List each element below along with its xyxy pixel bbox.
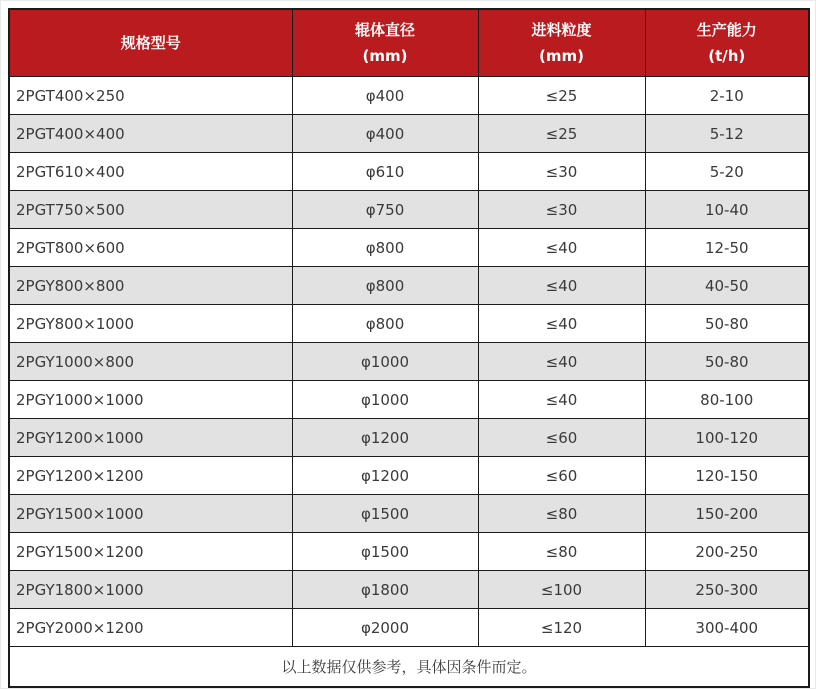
cell-capacity: 150-200 <box>645 495 809 533</box>
column-header-label: 规格型号 <box>120 34 181 52</box>
cell-feed-size: ≤40 <box>478 229 645 267</box>
cell-roller-diameter: φ400 <box>292 77 478 115</box>
cell-feed-size: ≤60 <box>478 419 645 457</box>
column-header-capacity <box>645 9 809 77</box>
cell-feed-size: ≤40 <box>478 267 645 305</box>
cell-feed-size: ≤40 <box>478 305 645 343</box>
table-row <box>9 343 809 381</box>
cell-roller-diameter: φ1200 <box>292 457 478 495</box>
cell-model: 2PGY800×1000 <box>9 305 292 343</box>
column-header-feed-size <box>478 9 645 77</box>
cell-capacity: 200-250 <box>645 533 809 571</box>
cell-capacity: 300-400 <box>645 609 809 647</box>
column-header-roller-diameter <box>292 9 478 77</box>
cell-feed-size: ≤80 <box>478 495 645 533</box>
cell-model: 2PGT800×600 <box>9 229 292 267</box>
column-header-label: 进料粒度 <box>531 21 592 39</box>
cell-model: 2PGY1200×1200 <box>9 457 292 495</box>
cell-feed-size: ≤120 <box>478 609 645 647</box>
cell-model: 2PGT750×500 <box>9 191 292 229</box>
footnote-text: 以上数据仅供参考，具体因条件而定。 <box>9 647 809 688</box>
cell-capacity: 100-120 <box>645 419 809 457</box>
table-row <box>9 191 809 229</box>
cell-feed-size: ≤25 <box>478 77 645 115</box>
cell-roller-diameter: φ800 <box>292 267 478 305</box>
cell-roller-diameter: φ1500 <box>292 533 478 571</box>
cell-capacity: 10-40 <box>645 191 809 229</box>
table-row <box>9 267 809 305</box>
cell-capacity: 50-80 <box>645 343 809 381</box>
column-header-unit: (t/h) <box>708 47 746 65</box>
column-header-label: 辊体直径 <box>354 21 415 39</box>
cell-roller-diameter: φ400 <box>292 115 478 153</box>
cell-capacity: 50-80 <box>645 305 809 343</box>
table-row <box>9 153 809 191</box>
table-body <box>9 77 809 647</box>
cell-feed-size: ≤25 <box>478 115 645 153</box>
cell-capacity: 40-50 <box>645 267 809 305</box>
cell-roller-diameter: φ800 <box>292 229 478 267</box>
cell-model: 2PGY1800×1000 <box>9 571 292 609</box>
table-row <box>9 305 809 343</box>
spec-table <box>8 8 810 688</box>
cell-capacity: 120-150 <box>645 457 809 495</box>
cell-feed-size: ≤30 <box>478 153 645 191</box>
cell-model: 2PGY1500×1000 <box>9 495 292 533</box>
cell-roller-diameter: φ1000 <box>292 343 478 381</box>
table-header <box>9 9 809 77</box>
cell-feed-size: ≤40 <box>478 381 645 419</box>
cell-roller-diameter: φ1800 <box>292 571 478 609</box>
cell-feed-size: ≤100 <box>478 571 645 609</box>
cell-roller-diameter: φ750 <box>292 191 478 229</box>
cell-roller-diameter: φ610 <box>292 153 478 191</box>
cell-feed-size: ≤30 <box>478 191 645 229</box>
cell-model: 2PGT400×250 <box>9 77 292 115</box>
column-header-model <box>9 9 292 77</box>
cell-capacity: 250-300 <box>645 571 809 609</box>
table-row <box>9 229 809 267</box>
cell-model: 2PGT400×400 <box>9 115 292 153</box>
cell-model: 2PGY2000×1200 <box>9 609 292 647</box>
cell-feed-size: ≤40 <box>478 343 645 381</box>
cell-capacity: 80-100 <box>645 381 809 419</box>
cell-roller-diameter: φ1000 <box>292 381 478 419</box>
cell-roller-diameter: φ1500 <box>292 495 478 533</box>
table-row <box>9 609 809 647</box>
table-row <box>9 457 809 495</box>
cell-capacity: 5-12 <box>645 115 809 153</box>
column-header-unit: (mm) <box>362 47 408 65</box>
header-row <box>9 9 809 77</box>
cell-model: 2PGY1000×800 <box>9 343 292 381</box>
table-row <box>9 419 809 457</box>
table-footer <box>9 647 809 688</box>
table-row <box>9 571 809 609</box>
cell-roller-diameter: φ2000 <box>292 609 478 647</box>
cell-capacity: 5-20 <box>645 153 809 191</box>
table-row <box>9 495 809 533</box>
footnote-row <box>9 647 809 688</box>
cell-capacity: 12-50 <box>645 229 809 267</box>
cell-model: 2PGT610×400 <box>9 153 292 191</box>
table-row <box>9 381 809 419</box>
column-header-unit: (mm) <box>539 47 584 65</box>
cell-model: 2PGY1000×1000 <box>9 381 292 419</box>
cell-model: 2PGY800×800 <box>9 267 292 305</box>
cell-roller-diameter: φ1200 <box>292 419 478 457</box>
cell-feed-size: ≤60 <box>478 457 645 495</box>
cell-capacity: 2-10 <box>645 77 809 115</box>
cell-feed-size: ≤80 <box>478 533 645 571</box>
cell-model: 2PGY1200×1000 <box>9 419 292 457</box>
table-row <box>9 77 809 115</box>
table-row <box>9 115 809 153</box>
column-header-label: 生产能力 <box>696 21 757 39</box>
cell-roller-diameter: φ800 <box>292 305 478 343</box>
table-row <box>9 533 809 571</box>
cell-model: 2PGY1500×1200 <box>9 533 292 571</box>
